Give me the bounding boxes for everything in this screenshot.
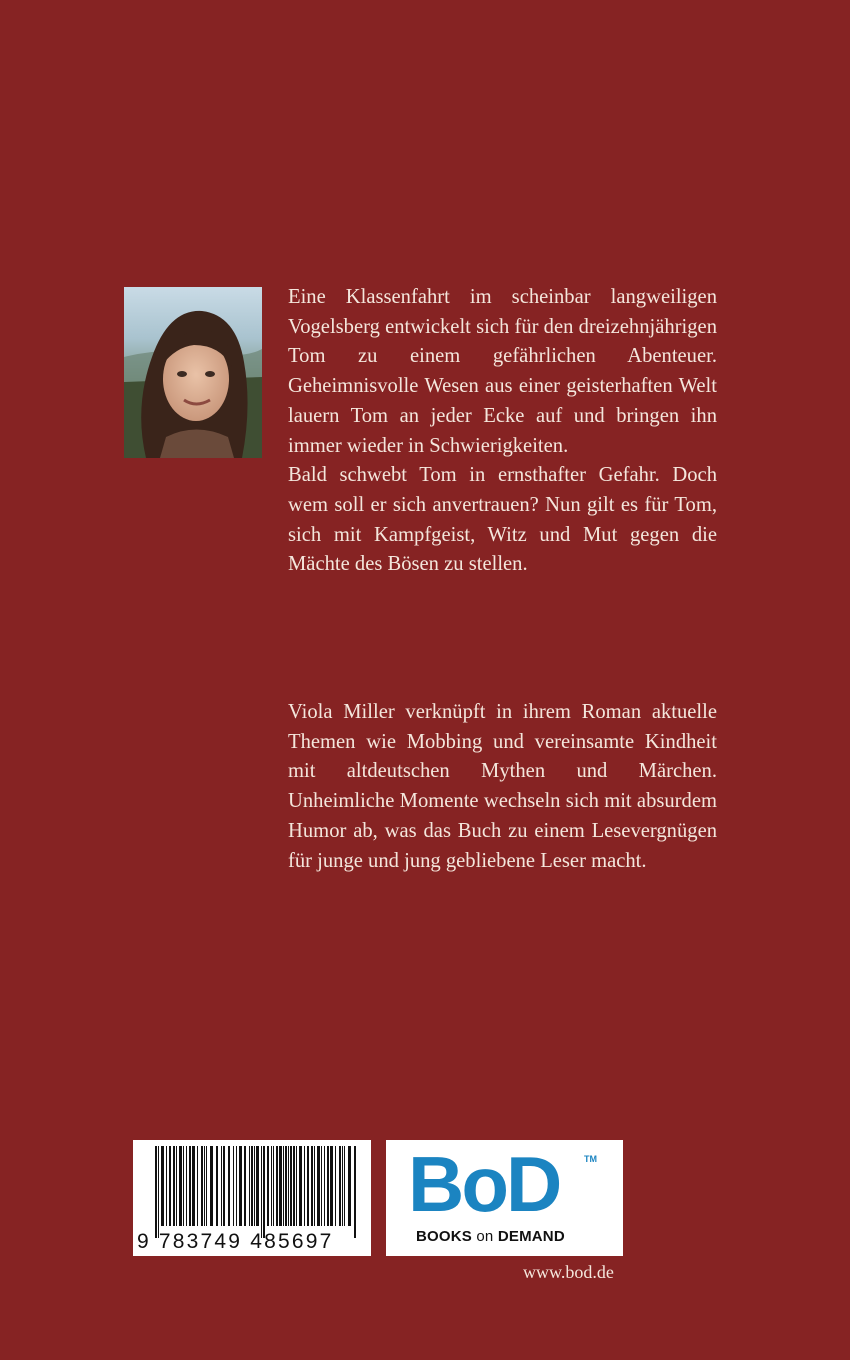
blurb-paragraph-2: Bald schwebt Tom in ernsthafter Gefahr. Doch wem soll er sich anvertrauen? Nun gilt es für Tom, sich mit Kampfgeist, Witz und Mut gegen die Mächte des Bösen zu stellen. <box>288 464 717 576</box>
barcode-bar <box>342 1146 343 1226</box>
author-photo <box>124 287 262 458</box>
barcode-bar <box>221 1146 222 1226</box>
barcode-bar <box>327 1146 329 1226</box>
tagline-books: BOOKS <box>416 1228 477 1245</box>
barcode-bar <box>189 1146 191 1226</box>
barcode-bar <box>271 1146 272 1226</box>
barcode-bar <box>307 1146 309 1226</box>
tagline-on: on <box>476 1228 494 1245</box>
barcode-bar <box>296 1146 297 1226</box>
publisher-logo-box <box>386 1140 623 1256</box>
barcode-bar <box>339 1146 341 1226</box>
barcode-bar <box>354 1146 356 1238</box>
barcode-bar <box>204 1146 205 1226</box>
barcode-bar <box>304 1146 305 1226</box>
publisher-tagline <box>416 1228 565 1245</box>
barcode-bar <box>317 1146 320 1226</box>
barcode-bar <box>330 1146 333 1226</box>
barcode-bar <box>166 1146 167 1226</box>
barcode-bar <box>228 1146 230 1226</box>
author-portrait-icon <box>124 287 262 458</box>
barcode-bar <box>290 1146 292 1226</box>
barcode-bar <box>173 1146 175 1226</box>
isbn-barcode <box>133 1140 371 1256</box>
barcode-bar <box>335 1146 336 1226</box>
barcode-bar <box>283 1146 284 1226</box>
barcode-bar <box>169 1146 171 1226</box>
barcode-bar <box>244 1146 246 1226</box>
barcode-bar <box>201 1146 203 1226</box>
barcode-icon <box>133 1146 371 1238</box>
barcode-bar <box>251 1146 253 1226</box>
bod-logo: BoD <box>408 1140 560 1228</box>
barcode-bar <box>155 1146 157 1238</box>
barcode-bar <box>254 1146 255 1226</box>
barcode-digits: 9 783749 485697 <box>137 1230 334 1253</box>
barcode-bar <box>256 1146 259 1226</box>
blurb-paragraph-1: Eine Klassenfahrt im scheinbar langweiligen Vogelsberg entwickelt sich für den dreizehnjährigen Tom zu einem gefährlichen Abenteuer. Geheimnisvolle Wesen aus einer geisterhaften Welt lauern Tom an jeder Ecke auf und bringen ihn immer wieder in Schwierigkeiten. <box>288 286 717 457</box>
barcode-bar <box>197 1146 198 1226</box>
barcode-bar <box>161 1146 164 1226</box>
barcode-bar <box>179 1146 182 1226</box>
barcode-bar <box>321 1146 322 1226</box>
barcode-bar <box>233 1146 234 1226</box>
barcode-bar <box>216 1146 218 1226</box>
barcode-bar <box>276 1146 278 1226</box>
barcode-bar <box>299 1146 302 1226</box>
barcode-bar <box>192 1146 195 1226</box>
tagline-demand: DEMAND <box>493 1228 565 1245</box>
barcode-bar <box>261 1146 262 1238</box>
publisher-url[interactable]: www.bod.de <box>523 1262 614 1282</box>
trademark-mark: TM <box>584 1154 597 1164</box>
barcode-bar <box>273 1146 274 1226</box>
barcode-bar <box>348 1146 351 1226</box>
barcode-bar <box>324 1146 325 1226</box>
barcode-bar <box>311 1146 313 1226</box>
barcode-bar <box>176 1146 177 1226</box>
barcode-bar <box>263 1146 265 1238</box>
barcode-bar <box>314 1146 315 1226</box>
barcode-bar <box>293 1146 295 1226</box>
barcode-bar <box>267 1146 269 1226</box>
barcode-bar <box>344 1146 345 1226</box>
barcode-bar <box>236 1146 237 1226</box>
barcode-bar <box>158 1146 159 1238</box>
barcode-bar <box>206 1146 207 1226</box>
barcode-bar <box>279 1146 282 1226</box>
barcode-bar <box>249 1146 250 1226</box>
barcode-bar <box>239 1146 242 1226</box>
barcode-bar <box>186 1146 187 1226</box>
barcode-bar <box>183 1146 184 1226</box>
barcode-bar <box>223 1146 225 1226</box>
blurb-paragraph-3: Viola Miller verknüpft in ihrem Roman aktuelle Themen wie Mobbing und vereinsamte Kindheit mit altdeutschen Mythen und Märchen. Unheimliche Momente wechseln sich mit absurdem Humor ab, was das Buch zu einem Lesevergnügen für junge und jung gebliebene Leser macht. <box>288 701 717 872</box>
blurb-section-1 <box>288 283 717 580</box>
barcode-bar <box>288 1146 289 1226</box>
barcode-bar <box>285 1146 287 1226</box>
blurb-section-2 <box>288 698 717 876</box>
barcode-bar <box>210 1146 213 1226</box>
